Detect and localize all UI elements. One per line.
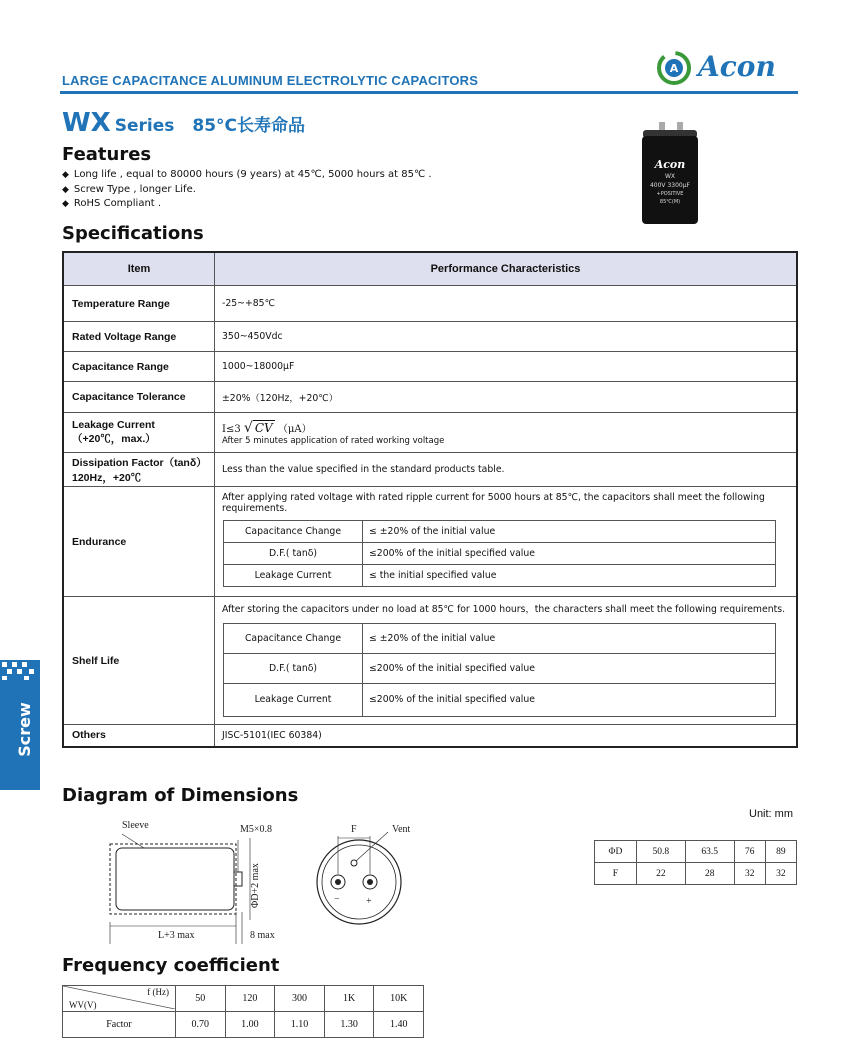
series-code: WX bbox=[62, 108, 111, 138]
cap-line2: 400V 3300μF bbox=[649, 182, 691, 189]
table-row bbox=[224, 521, 776, 543]
req-value: ≤200% of the initial specified value bbox=[363, 543, 776, 565]
freq-corner bbox=[63, 986, 176, 1012]
capacitor-product-image bbox=[641, 120, 699, 226]
label-f: F bbox=[351, 824, 357, 835]
table-row bbox=[63, 453, 797, 487]
shelf-intro: After storing the capacitors under no load at 85℃ for 1000 hours，the characters shall meet the following requirements. bbox=[222, 603, 786, 615]
req-item: Capacitance Change bbox=[224, 623, 363, 653]
leakage-formula bbox=[222, 420, 795, 436]
table-row bbox=[224, 683, 776, 716]
req-value: ≤ the initial specified value bbox=[363, 565, 776, 587]
factor-cell: 1.00 bbox=[225, 1012, 275, 1038]
spec-col-performance: Performance Characteristics bbox=[215, 252, 798, 286]
req-item: Capacitance Change bbox=[224, 521, 363, 543]
spec-header-row bbox=[63, 252, 797, 286]
spec-value: Less than the value specified in the standard products table. bbox=[215, 453, 798, 487]
spec-col-item: Item bbox=[63, 252, 215, 286]
sqrt-icon: √ bbox=[243, 419, 253, 436]
spec-item-label: Capacitance Range bbox=[63, 352, 215, 382]
table-row bbox=[63, 322, 797, 352]
dim-cell: 50.8 bbox=[636, 841, 685, 863]
spec-value: JISC-5101(IEC 60384) bbox=[215, 725, 798, 747]
spec-item-label: Endurance bbox=[63, 487, 215, 597]
leakage-label-line1: Leakage Current bbox=[72, 419, 155, 431]
label-m5: M5×0.8 bbox=[240, 824, 273, 835]
endurance-intro: After applying rated voltage with rated ripple current for 5000 hours at 85℃, the capacitors shall meet the following requirements. bbox=[222, 492, 765, 514]
req-item: D.F.( tanδ) bbox=[224, 653, 363, 683]
frequency-heading: Frequency coefficient bbox=[62, 955, 280, 976]
label-l: L+3 max bbox=[158, 930, 195, 941]
top-view-outer bbox=[317, 840, 401, 924]
req-value: ≤200% of the initial specified value bbox=[363, 653, 776, 683]
f-label: f (Hz) bbox=[147, 987, 169, 997]
dim-head: F bbox=[595, 863, 637, 885]
spec-item-label: Capacitance Tolerance bbox=[63, 382, 215, 413]
table-row bbox=[63, 597, 797, 725]
endurance-table bbox=[223, 520, 776, 587]
series-label: Series bbox=[114, 116, 175, 136]
factor-cell: 0.70 bbox=[176, 1012, 226, 1038]
dim-cell: 28 bbox=[685, 863, 734, 885]
spec-value bbox=[215, 597, 798, 725]
feature-item: ◆ Screw Type , longer Life. bbox=[62, 183, 432, 198]
table-row bbox=[63, 382, 797, 413]
spec-value: ±20%（120Hz，+20℃） bbox=[215, 382, 798, 413]
dimension-table bbox=[594, 840, 797, 885]
table-row bbox=[63, 487, 797, 597]
label-sleeve: Sleeve bbox=[122, 820, 149, 831]
freq-cell: 300 bbox=[275, 986, 325, 1012]
formula-prefix: I≤3 bbox=[222, 423, 241, 435]
dim-cell: 22 bbox=[636, 863, 685, 885]
top-view-inner bbox=[322, 845, 396, 919]
spec-item-label bbox=[63, 413, 215, 453]
spec-item-label: Others bbox=[63, 725, 215, 747]
cap-line4: 85℃(M) bbox=[659, 199, 681, 205]
spec-value: -25~+85℃ bbox=[215, 286, 798, 322]
factor-cell: 1.30 bbox=[324, 1012, 374, 1038]
dim-cell: 32 bbox=[765, 863, 796, 885]
shelf-table bbox=[223, 623, 776, 717]
spec-value bbox=[215, 487, 798, 597]
pixel-pattern-icon bbox=[0, 660, 40, 682]
req-value: ≤200% of the initial specified value bbox=[363, 683, 776, 716]
formula-expr: CV bbox=[254, 420, 273, 435]
freq-cell: 120 bbox=[225, 986, 275, 1012]
leakage-label-line2: （+20℃，max.） bbox=[72, 433, 156, 445]
dim-cell: 76 bbox=[734, 841, 765, 863]
dimensions-heading: Diagram of Dimensions bbox=[62, 785, 299, 806]
feature-item: ◆ RoHS Compliant . bbox=[62, 197, 432, 212]
factor-cell: 1.40 bbox=[374, 1012, 424, 1038]
spec-item-label: Shelf Life bbox=[63, 597, 215, 725]
frequency-table bbox=[62, 985, 424, 1038]
table-row bbox=[63, 986, 424, 1012]
freq-cell: 1K bbox=[324, 986, 374, 1012]
dim-cell: 32 bbox=[734, 863, 765, 885]
dim-cell: 63.5 bbox=[685, 841, 734, 863]
specifications-heading: Specifications bbox=[62, 223, 204, 244]
cap-line1: WX bbox=[664, 173, 676, 180]
df-label-line2: 120Hz，+20℃ bbox=[72, 471, 142, 484]
table-row bbox=[224, 565, 776, 587]
cap-brand: Acon bbox=[654, 158, 686, 171]
terminal bbox=[234, 872, 242, 886]
table-row bbox=[63, 725, 797, 747]
table-row bbox=[224, 543, 776, 565]
document-header-title: LARGE CAPACITANCE ALUMINUM ELECTROLYTIC CAPACITORS bbox=[62, 73, 479, 88]
spec-item-label: Temperature Range bbox=[63, 286, 215, 322]
freq-cell: 50 bbox=[176, 986, 226, 1012]
table-row bbox=[595, 841, 797, 863]
features-list bbox=[62, 168, 432, 212]
label-minus: − bbox=[334, 894, 340, 905]
spec-item-label bbox=[63, 453, 215, 487]
unit-label: Unit: mm bbox=[749, 808, 793, 820]
table-row bbox=[224, 623, 776, 653]
cap-line3: +POSITIVE bbox=[656, 191, 684, 197]
can-body bbox=[116, 848, 234, 910]
table-row bbox=[595, 863, 797, 885]
label-8max: 8 max bbox=[250, 930, 275, 941]
table-row bbox=[63, 286, 797, 322]
formula-unit: （μA） bbox=[277, 423, 312, 435]
factor-label: Factor bbox=[63, 1012, 176, 1038]
factor-cell: 1.10 bbox=[275, 1012, 325, 1038]
acon-logo bbox=[656, 48, 796, 88]
feature-item: ◆ Long life , equal to 80000 hours (9 years) at 45℃, 5000 hours at 85℃ . bbox=[62, 168, 432, 183]
side-tab-label: Screw bbox=[14, 702, 34, 757]
table-row bbox=[63, 352, 797, 382]
spec-value bbox=[215, 413, 798, 453]
header-rule bbox=[60, 91, 798, 94]
svg-text:A: A bbox=[669, 62, 679, 75]
series-subtitle: 85°C长寿命品 bbox=[192, 116, 306, 136]
series-title bbox=[62, 108, 305, 138]
dim-head: ΦD bbox=[595, 841, 637, 863]
dim-cell: 89 bbox=[765, 841, 796, 863]
req-item: D.F.( tanδ) bbox=[224, 543, 363, 565]
spec-value: 1000~18000μF bbox=[215, 352, 798, 382]
specifications-table bbox=[62, 251, 798, 748]
df-label-line1: Dissipation Factor（tanδ） bbox=[72, 456, 207, 469]
table-row bbox=[224, 653, 776, 683]
acon-logo-icon bbox=[656, 48, 696, 88]
table-row bbox=[63, 413, 797, 453]
spec-item-label: Rated Voltage Range bbox=[63, 322, 215, 352]
label-plus: + bbox=[366, 896, 372, 907]
label-vent: Vent bbox=[392, 824, 411, 835]
dimension-diagram bbox=[100, 812, 430, 947]
features-heading: Features bbox=[62, 144, 152, 165]
req-item: Leakage Current bbox=[224, 565, 363, 587]
leakage-note: After 5 minutes application of rated working voltage bbox=[222, 435, 445, 446]
freq-cell: 10K bbox=[374, 986, 424, 1012]
table-row bbox=[63, 1012, 424, 1038]
side-tab-screw bbox=[0, 660, 40, 790]
req-value: ≤ ±20% of the initial value bbox=[363, 623, 776, 653]
req-value: ≤ ±20% of the initial value bbox=[363, 521, 776, 543]
wv-label: WV(V) bbox=[69, 1000, 97, 1010]
sleeve-outline bbox=[110, 844, 236, 914]
req-item: Leakage Current bbox=[224, 683, 363, 716]
label-phi: ΦD+2 max bbox=[250, 863, 261, 908]
logo-text: Acon bbox=[698, 50, 776, 83]
spec-value: 350~450Vdc bbox=[215, 322, 798, 352]
